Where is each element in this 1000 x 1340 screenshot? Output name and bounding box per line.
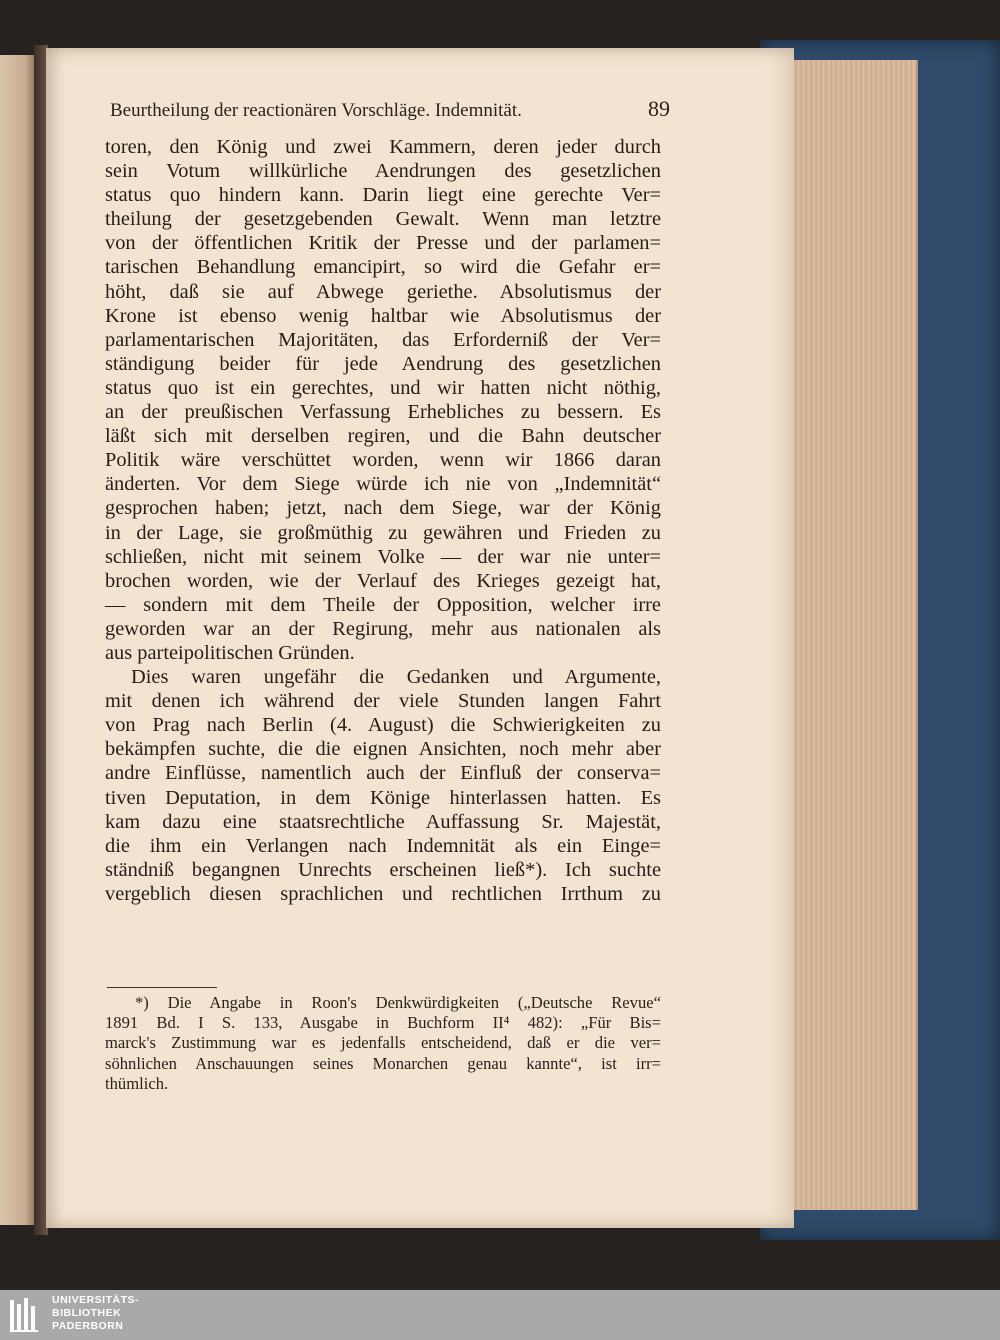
footnote-line: marck's Zustimmung war es jedenfalls entscheidend, daß er die ver=	[105, 1033, 661, 1053]
text-line: brochen worden, wie der Verlauf des Krieges gezeigt hat,	[105, 569, 661, 592]
library-name	[52, 1294, 139, 1333]
text-line: toren, den König und zwei Kammern, deren jeder durch	[105, 136, 661, 158]
facing-page-edge	[0, 55, 36, 1225]
text-line: schließen, nicht mit seinem Volke — der war nie unter=	[105, 545, 661, 568]
running-header	[110, 96, 670, 122]
text-line: gesprochen haben; jetzt, nach dem Siege, war der König	[105, 497, 661, 520]
library-name-line: PADERBORN	[52, 1320, 124, 1332]
footnote-line: söhnlichen Anschauungen seines Monarchen genau kannte“, ist irr=	[105, 1053, 661, 1073]
text-line: status quo ist ein gerechtes, und wir hatten nicht nöthig,	[105, 376, 661, 399]
library-name-line: UNIVERSITÄTS-	[52, 1294, 140, 1306]
text-line: aus parteipolitischen Gründen.	[105, 641, 355, 664]
text-line: geworden war an der Regirung, mehr aus nationalen als	[105, 617, 661, 640]
library-footer-bar	[0, 1290, 1000, 1340]
footnote-line: 1891 Bd. I S. 133, Ausgabe in Buchform II⁴ 482): „Für Bis=	[105, 1013, 661, 1033]
text-line: von Prag nach Berlin (4. August) die Schwierigkeiten zu	[105, 714, 661, 737]
text-line: ständniß begangnen Unrechts erscheinen ließ*). Ich suchte	[105, 858, 661, 881]
library-name-line: BIBLIOTHEK	[52, 1307, 122, 1319]
text-line: parlamentarischen Majoritäten, das Erforderniß der Ver=	[105, 328, 661, 351]
text-line: in der Lage, sie großmüthig zu gewähren und Frieden zu	[105, 521, 661, 544]
text-line: ständigung beider für jede Aendrung des gesetzlichen	[105, 352, 661, 375]
text-line: Dies waren ungefähr die Gedanken und Argumente,	[131, 666, 661, 689]
text-line: sein Votum willkürliche Aendrungen des gesetzlichen	[105, 160, 661, 183]
text-line: mit denen ich während der viele Stunden langen Fahrt	[105, 690, 661, 713]
text-line: vergeblich diesen sprachlichen und rechtlichen Irrthum zu	[105, 882, 661, 905]
text-line: von der öffentlichen Kritik der Presse und der parlamen=	[105, 232, 661, 255]
text-line: an der preußischen Verfassung Erhebliches zu bessern. Es	[105, 401, 661, 424]
text-line: tiven Deputation, in dem Könige hinterlassen hatten. Es	[105, 786, 661, 809]
footnote-line: *) Die Angabe in Roon's Denkwürdigkeiten („Deutsche Revue“	[135, 993, 661, 1012]
text-line: die ihm ein Verlangen nach Indemnität als ein Einge=	[105, 834, 661, 857]
running-head-title: Beurtheilung der reactionären Vorschläge. Indemnität.	[110, 100, 522, 121]
footnote	[105, 993, 661, 1094]
text-line: höht, daß sie auf Abwege geriethe. Absolutismus der	[105, 280, 661, 303]
text-line: tarischen Behandlung emancipirt, so wird die Gefahr er=	[105, 256, 661, 279]
text-line: andre Einflüsse, namentlich auch der Einfluß der conserva=	[105, 762, 661, 785]
text-line: kam dazu eine staatsrechtliche Auffassung Sr. Majestät,	[105, 810, 661, 833]
main-text	[105, 135, 661, 906]
footnote-line: thümlich.	[105, 1073, 169, 1093]
text-line: Politik wäre verschüttet worden, wenn wir 1866 daran	[105, 449, 661, 472]
text-line: — sondern mit dem Theile der Opposition, welcher irre	[105, 593, 661, 616]
text-line: status quo hindern kann. Darin liegt eine gerechte Ver=	[105, 184, 661, 207]
text-line: Krone ist ebenso wenig haltbar wie Absolutismus der	[105, 304, 661, 327]
library-logo-icon	[8, 1296, 42, 1334]
text-line: bekämpfen suchte, die die eignen Ansichten, noch mehr aber	[105, 738, 661, 761]
text-line: läßt sich mit derselben regiren, und die Bahn deutscher	[105, 425, 661, 448]
page-number: 89	[648, 96, 670, 121]
page-block-edges	[790, 60, 918, 1210]
text-line: theilung der gesetzgebenden Gewalt. Wenn man letztre	[105, 208, 661, 231]
text-line: änderten. Vor dem Siege würde ich nie von „Indemnität“	[105, 473, 661, 496]
footnote-divider	[107, 987, 217, 988]
